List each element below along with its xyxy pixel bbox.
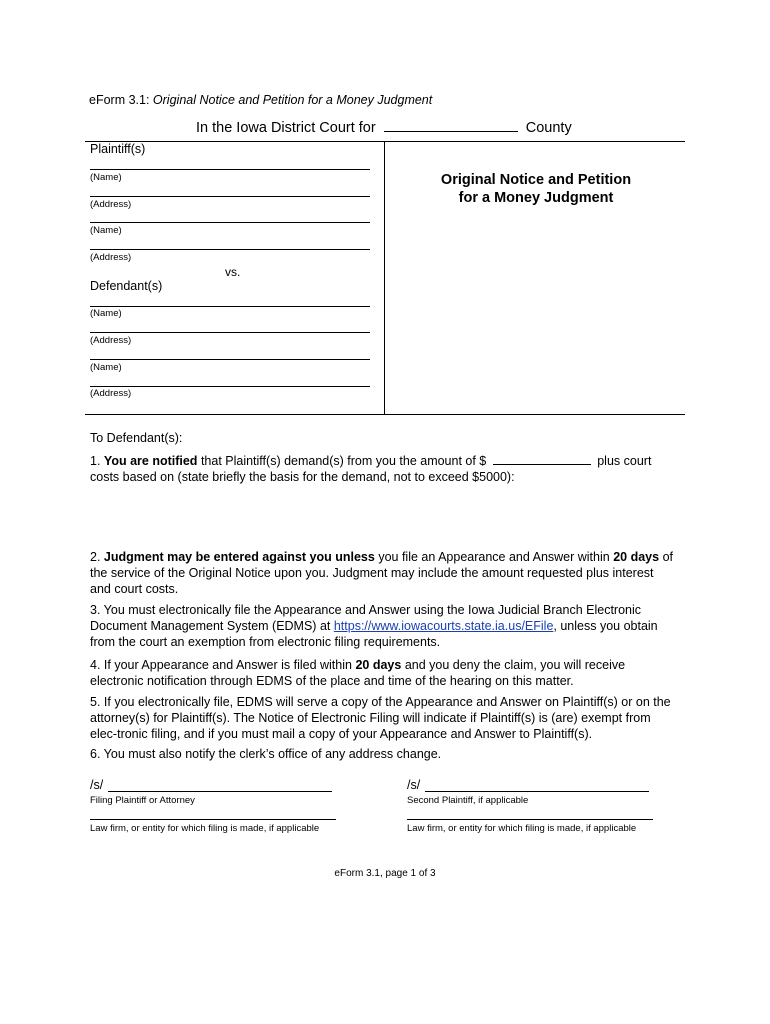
- p1-number: 1.: [90, 454, 101, 468]
- court-heading: [196, 120, 572, 136]
- p2-text-b: of the service of the Original Notice upon you. Judgment may include the amount requested plus interest and court costs.: [90, 550, 673, 596]
- left-sig-caption: Filing Plaintiff or Attorney: [90, 795, 195, 806]
- p3-text-a: 3. You must electronically file the Appearance and Answer using the Iowa Judicial Branch Electronic Document Management System (EDMS) at: [90, 603, 642, 633]
- right-sig-prefix: /s/: [407, 778, 421, 792]
- p2-days: 20 days: [613, 550, 660, 564]
- left-sig-prefix: /s/: [90, 778, 104, 792]
- plaintiff2-name-line[interactable]: [90, 222, 370, 223]
- to-defendants: To Defendant(s):: [90, 431, 183, 445]
- defendant1-name-line[interactable]: [90, 306, 370, 307]
- plaintiffs-label: Plaintiff(s): [90, 142, 146, 156]
- paragraph-2: [90, 549, 675, 597]
- form-identifier: [89, 93, 432, 107]
- paragraph-3: [90, 602, 675, 650]
- p4-text-b: and you deny the claim, you will receive electronic notification through EDMS of the place and time of the hearing on this matter.: [90, 658, 626, 688]
- page-footer: eForm 3.1, page 1 of 3: [334, 868, 436, 879]
- defendant1-name-caption: (Name): [90, 308, 122, 319]
- document-title-line2: for a Money Judgment: [458, 190, 614, 206]
- defendant2-name-caption: (Name): [90, 362, 122, 373]
- county-blank[interactable]: [384, 131, 518, 132]
- plaintiff2-address-line[interactable]: [90, 249, 370, 250]
- p4-days: 20 days: [355, 658, 402, 672]
- plaintiff1-address-line[interactable]: [90, 196, 370, 197]
- amount-blank[interactable]: [493, 464, 591, 465]
- p1-bold: You are notified: [103, 454, 198, 468]
- defendant2-name-line[interactable]: [90, 359, 370, 360]
- plaintiff1-address-caption: (Address): [90, 199, 132, 210]
- right-firm-caption: Law firm, or entity for which filing is made, if applicable: [407, 823, 637, 834]
- right-firm-line[interactable]: [407, 819, 653, 820]
- left-firm-caption: Law firm, or entity for which filing is made, if applicable: [90, 823, 320, 834]
- defendant2-address-caption: (Address): [90, 388, 132, 399]
- defendant2-address-line[interactable]: [90, 386, 370, 387]
- defendant1-address-caption: (Address): [90, 335, 132, 346]
- caption-top-rule: [85, 141, 685, 142]
- form-title: Original Notice and Petition for a Money Judgment: [152, 93, 433, 107]
- defendant1-address-line[interactable]: [90, 332, 370, 333]
- efile-link[interactable]: https://www.iowacourts.state.ia.us/EFile: [333, 619, 554, 633]
- paragraph-5: 5. If you electronically file, EDMS will serve a copy of the Appearance and Answer on Plaintiff(s) or on the attorney(s) for Plaintiff(s). The Notice of Electronic Filing will indicate if Plaintiff(s) is (are) exempt from elec-tronic filing, and if you must mail a copy of your Appearance and Answer to Plaintiff(s).: [90, 695, 671, 741]
- p2-text-a: you file an Appearance and Answer within: [378, 550, 610, 564]
- left-firm-line[interactable]: [90, 819, 336, 820]
- plaintiff2-name-caption: (Name): [90, 225, 122, 236]
- left-signature-line[interactable]: [108, 791, 332, 792]
- p4-text-a: 4. If your Appearance and Answer is filed within: [90, 658, 352, 672]
- document-title: [400, 171, 672, 207]
- plaintiff2-address-caption: (Address): [90, 252, 132, 263]
- court-prefix: In the Iowa District Court for: [196, 120, 376, 136]
- right-sig-caption: Second Plaintiff, if applicable: [407, 795, 529, 806]
- paragraph-4: [90, 657, 675, 689]
- defendants-label: Defendant(s): [90, 279, 163, 293]
- p2-bold: Judgment may be entered against you unless: [103, 550, 375, 564]
- caption-bottom-rule: [85, 414, 685, 415]
- versus-label: vs.: [225, 265, 241, 279]
- p3-text-b: , unless you obtain from the court an exemption from electronic filing requirements.: [90, 619, 658, 649]
- document-title-line1: Original Notice and Petition: [440, 172, 632, 188]
- p2-number: 2.: [90, 550, 101, 564]
- paragraph-1: [90, 453, 675, 485]
- paragraph-6: 6. You must also notify the clerk’s office of any address change.: [90, 747, 442, 761]
- form-number: eForm 3.1:: [89, 93, 150, 107]
- plaintiff1-name-line[interactable]: [90, 169, 370, 170]
- p1-line2: costs based on (state briefly the basis for the demand, not to exceed $5000):: [90, 470, 515, 484]
- plaintiff1-name-caption: (Name): [90, 172, 122, 183]
- right-signature-line[interactable]: [425, 791, 649, 792]
- p1-text-a: that Plaintiff(s) demand(s) from you the amount of $: [200, 454, 487, 468]
- court-suffix: County: [525, 120, 572, 136]
- caption-divider: [384, 141, 385, 415]
- p1-text-b: plus court: [597, 454, 652, 468]
